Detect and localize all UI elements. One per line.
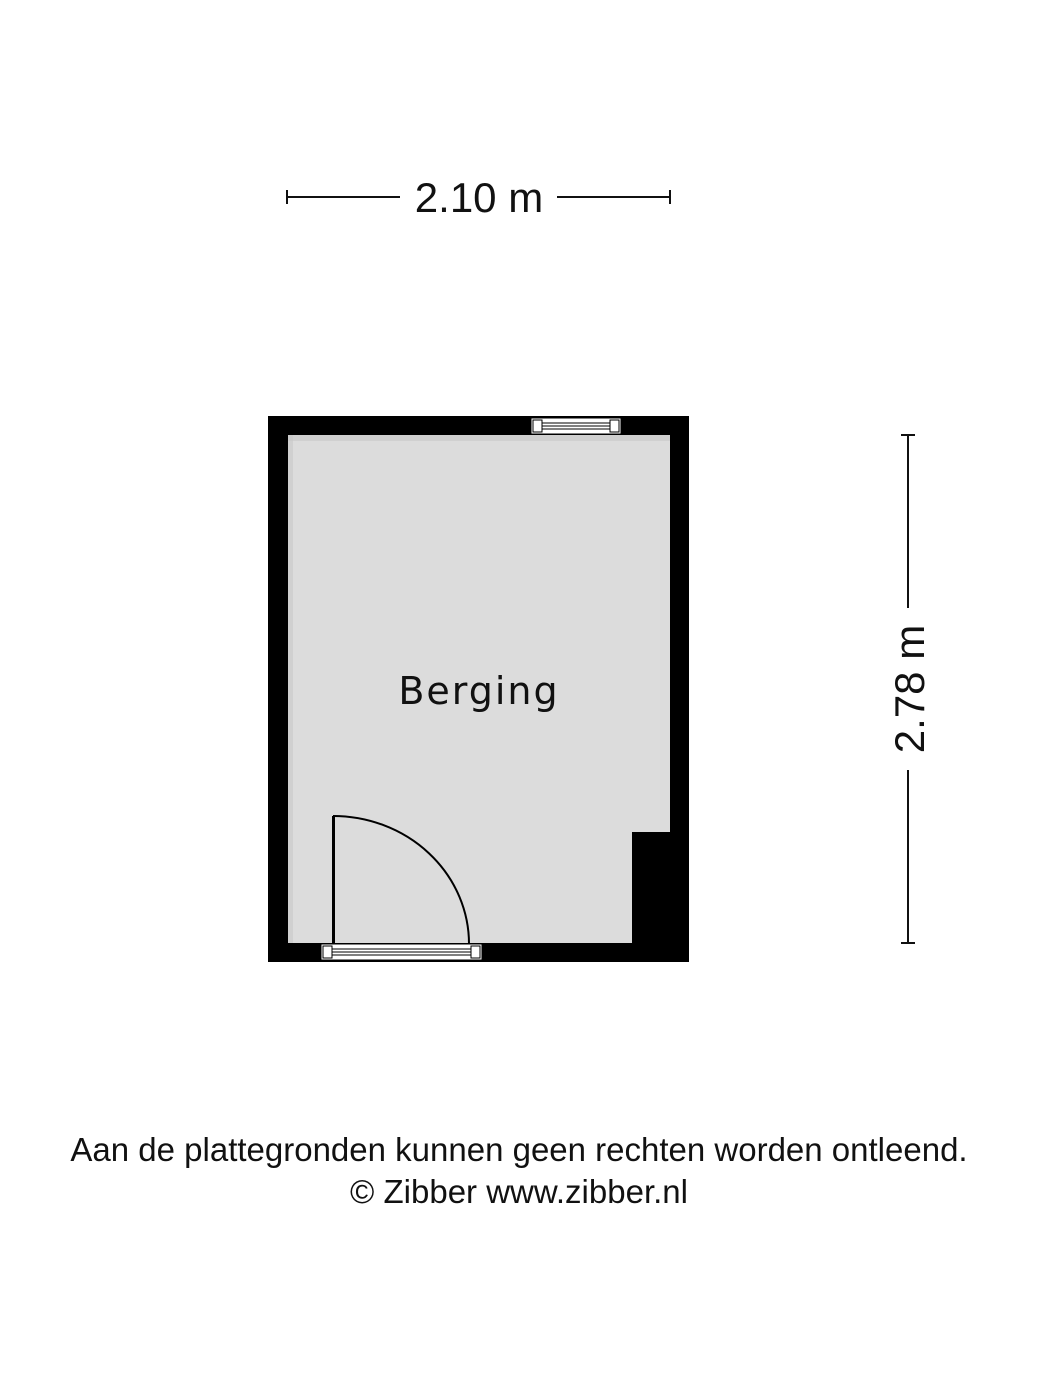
floor-shadow-left: [288, 435, 293, 943]
copyright-text: © Zibber www.zibber.nl: [350, 1173, 688, 1210]
room-label: Berging: [398, 669, 560, 713]
wall-column: [632, 832, 672, 944]
room-berging: [268, 416, 689, 962]
height-dimension: [886, 435, 933, 943]
floor-shadow: [288, 435, 670, 441]
width-dimension-label: 2.10 m: [414, 174, 544, 221]
top-window: [531, 418, 621, 434]
door-leaf: [332, 816, 335, 944]
width-dimension: [287, 174, 670, 221]
disclaimer-text: Aan de plattegronden kunnen geen rechten worden ontleend.: [70, 1131, 968, 1168]
height-dimension-label: 2.78 m: [886, 624, 933, 754]
